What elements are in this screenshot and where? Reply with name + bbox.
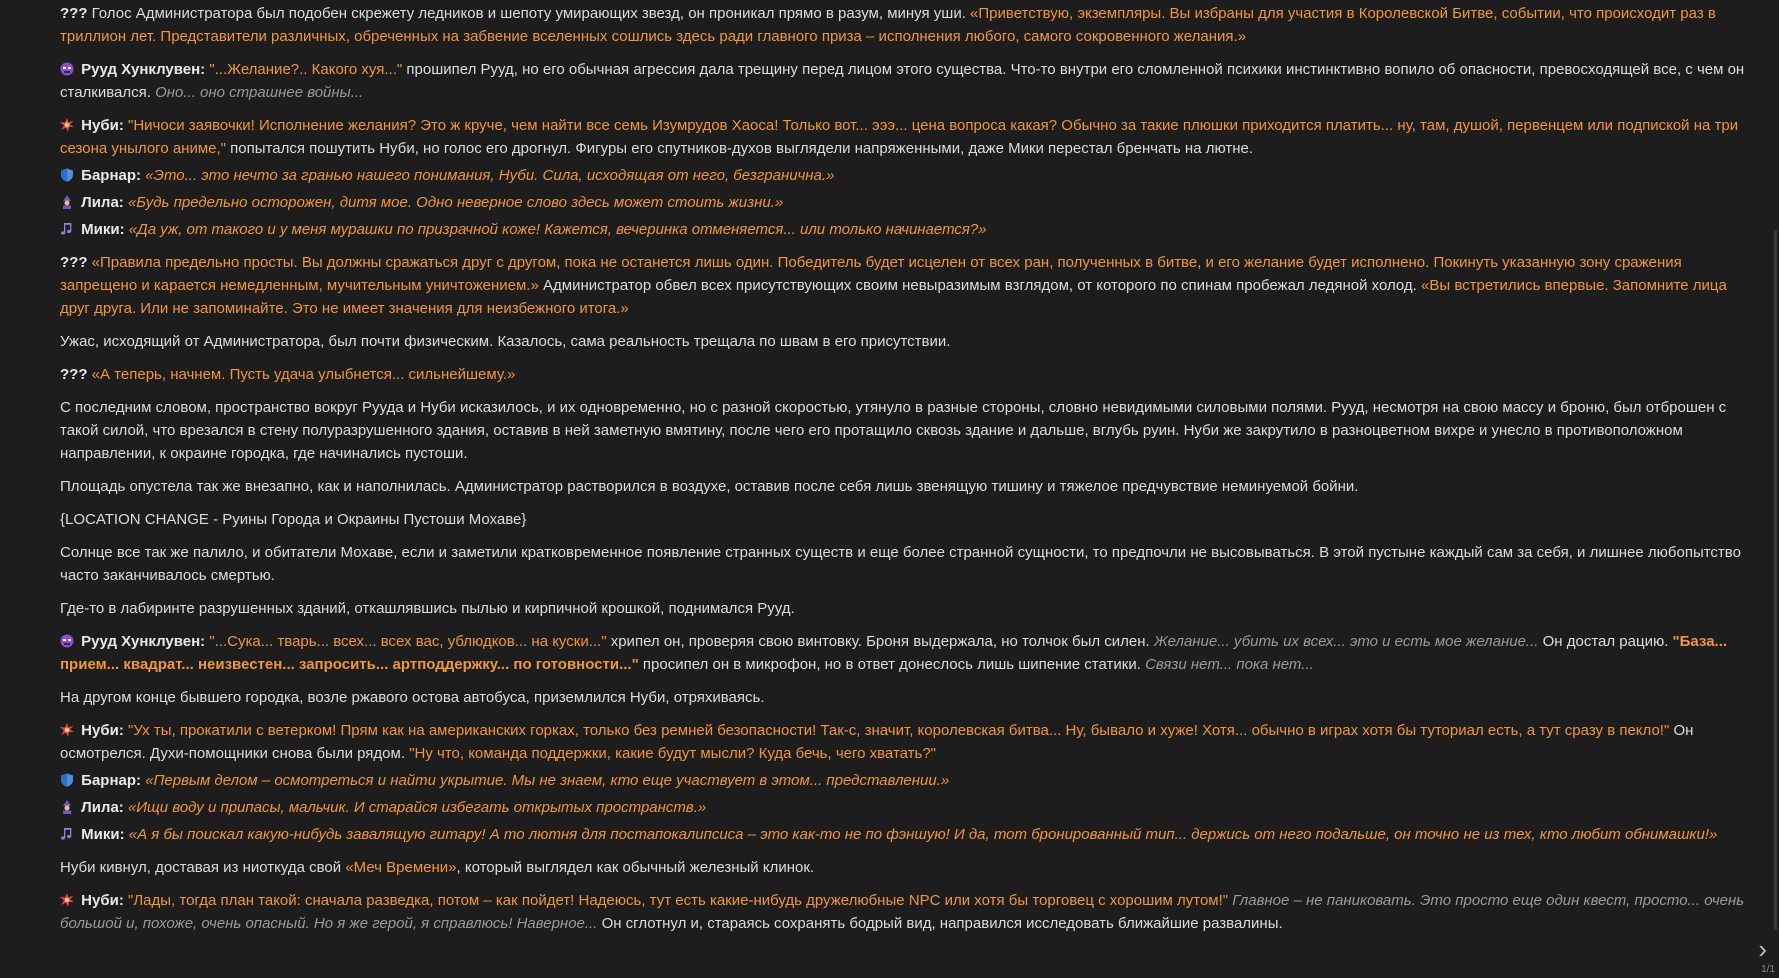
speaker-name: Мики: (81, 826, 125, 843)
music-notes-icon (60, 827, 74, 841)
message-admin (60, 251, 1745, 320)
explosion-icon (60, 893, 74, 907)
speaker-name: Нуби: (81, 117, 124, 134)
speaker-name: Лила: (81, 799, 124, 816)
message-rood (60, 630, 1745, 676)
thought: Оно... оно страшнее войны... (155, 84, 364, 101)
message-lila (60, 796, 1745, 819)
ogre-mask-icon (60, 634, 74, 648)
narration-paragraph: С последним словом, пространство вокруг Рууда и Нуби исказилось, и их одновременно, но с разной скоростью, утянуло в разные стороны, словно невидимыми силовыми полями. Рууд, несмотря на свою массу и броню, был отброшен с такой силой, что врезался в стену полуразрушенного здания, оставив в ней заметную вмятину, после чего его протащило сквозь здание и дальше, вглубь руин. Нуби же закрутило в разноцветном вихре и унесло в противоположном направлении, к окраине городка, где начинались пустоши. (60, 399, 1727, 462)
speaker-name: Барнар: (81, 167, 142, 184)
next-page-chevron-icon[interactable]: › (1758, 934, 1767, 964)
explosion-icon (60, 723, 74, 737)
mage-icon (60, 195, 74, 209)
music-notes-icon (60, 222, 74, 236)
narration: Он осмотрелся. Духи-помощники снова были рядом. (60, 722, 1694, 762)
speaker-name: ??? (60, 366, 88, 383)
mage-icon (60, 800, 74, 814)
dialogue: "Ничоси заявочки! Исполнение желания? Это ж круче, чем найти все семь Изумрудов Хаоса! Только вот... эээ... цена вопроса какая? Обычно за такие плюшки приходится платить... ну, там, душой, первенцем или подпиской на три сезона унылого аниме," (60, 117, 1739, 157)
speaker-name: Нуби: (81, 892, 124, 909)
narration: прошипел Рууд, но его обычная агрессия дала трещину перед лицом этого существа. Что-то внутри его сломленной психики инстинктивно вопило об опасности, превосходящей все, с чем он сталкивался. (60, 61, 1745, 101)
narration-paragraph: Ужас, исходящий от Администратора, был почти физическим. Казалось, сама реальность трещала по швам в его присутствии. (60, 333, 951, 350)
speaker-name: Рууд Хунклувен: (81, 633, 206, 650)
narration: хрипел он, проверяя свою винтовку. Броня выдержала, но толчок был силен. (610, 633, 1150, 650)
message-barnar (60, 769, 1745, 792)
narration: Он достал рацию. (1542, 633, 1669, 650)
narration: Он сглотнул и, стараясь сохранять бодрый вид, направился исследовать ближайшие развалины. (601, 915, 1283, 932)
location-change: {LOCATION CHANGE - Руины Города и Окраины Пустоши Мохаве} (60, 511, 527, 528)
message-rood (60, 58, 1745, 104)
narration: Голос Администратора был подобен скрежету ледников и шепоту умирающих звезд, он проникал прямо в разум, минуя уши. (91, 5, 966, 22)
item-name: «Меч Времени» (345, 859, 457, 876)
dialogue: «Приветствую, экземпляры. Вы избраны для участия в Королевской Битве, событии, что происходит раз в триллион лет. Представители различных, обреченных на забвение вселенных сошлись здесь ради главного приза – исполнения любого, самого сокровенного желания.» (60, 5, 1716, 45)
dialogue: «Это... это нечто за гранью нашего понимания, Нуби. Сила, исходящая от него, безгранична.» (145, 167, 835, 184)
message-lila (60, 191, 1745, 214)
narration-paragraph: На другом конце бывшего городка, возле ржавого остова автобуса, приземлился Нуби, отряхиваясь. (60, 689, 765, 706)
speaker-name: ??? (60, 5, 88, 22)
narration-paragraph (60, 856, 1745, 879)
message-nubi (60, 719, 1745, 765)
thought: Желание... убить их всех... это и есть мое желание... (1153, 633, 1539, 650)
page-counter: 1/1 (1761, 964, 1775, 975)
dialogue: "Ух ты, прокатили с ветерком! Прям как на американских горках, только без ремней безопасности! Так-с, значит, королевская битва... Ну, бывало и хуже! Хотя... обычно в играх хотя бы туториал есть, а тут сразу в пекло!" (128, 722, 1670, 739)
narration: , который выглядел как обычный железный клинок. (456, 859, 815, 876)
speaker-name: Лила: (81, 194, 124, 211)
message-nubi (60, 889, 1745, 935)
dialogue: «Правила предельно просты. Вы должны сражаться друг с другом, пока не останется лишь один. Победитель будет исцелен от всех ран, полученных в битве, и его желание будет исполнено. Покинуть указанную зону сражения запрещено и карается немедленным, мучительным уничтожением.» (60, 254, 1682, 294)
message-miki (60, 823, 1745, 846)
dialogue: «А я бы поискал какую-нибудь завалящую гитару! А то лютня для постапокалипсиса – это как-то не по фэншую! И да, тот бронированный тип... держись от него подальше, он точно не из тех, кто любит обнимашки!» (128, 826, 1718, 843)
speaker-name: Мики: (81, 221, 125, 238)
dialogue: «Первым делом – осмотреться и найти укрытие. Мы не знаем, кто еще участвует в этом... представлении.» (145, 772, 950, 789)
shield-icon (60, 773, 74, 787)
message-admin (60, 2, 1745, 48)
message-barnar (60, 164, 1745, 187)
radio-dialogue: "База... прием... квадрат... неизвестен... запросить... артподдержку... по готовности..." (60, 633, 1728, 673)
speaker-name: Нуби: (81, 722, 124, 739)
speaker-name: Рууд Хунклувен: (81, 61, 206, 78)
narration: Нуби кивнул, доставая из ниоткуда свой (60, 859, 342, 876)
dialogue: "Ну что, команда поддержки, какие будут мысли? Куда бечь, чего хватать?" (409, 745, 937, 762)
dialogue: «Ищи воду и припасы, мальчик. И старайся избегать открытых пространств.» (127, 799, 707, 816)
explosion-icon (60, 118, 74, 132)
shield-icon (60, 168, 74, 182)
message-nubi (60, 114, 1745, 160)
narration: просипел он в микрофон, но в ответ донеслось лишь шипение статики. (642, 656, 1141, 673)
speaker-name: ??? (60, 254, 88, 271)
dialogue: «Будь предельно осторожен, дитя мое. Одно неверное слово здесь может стоить жизни.» (127, 194, 784, 211)
dialogue: "...Сука... тварь... всех... всех вас, ублюдков... на куски..." (209, 633, 607, 650)
ogre-mask-icon (60, 62, 74, 76)
narration-paragraph: Солнце все так же палило, и обитатели Мохаве, если и заметили кратковременное появление странных существ и еще более странной сущности, то предпочли не высовываться. В этой пустыне каждый сам за себя, и лишнее любопытство часто заканчивалось смертью. (60, 544, 1741, 584)
dialogue: «Вы встретились впервые. Запомните лица друг друга. Или не запоминайте. Это не имеет значения для неизбежного итога.» (60, 277, 1727, 317)
message-miki (60, 218, 1745, 241)
narration-paragraph: Площадь опустела так же внезапно, как и наполнилась. Администратор растворился в воздухе, оставив после себя лишь звенящую тишину и тяжелое предчувствие неминуемой бойни. (60, 478, 1359, 495)
speaker-name: Барнар: (81, 772, 142, 789)
narration: Администратор обвел всех присутствующих своим невыразимым взглядом, от которого по спинам пробежал ледяной холод. (543, 277, 1417, 294)
narration-paragraph: Где-то в лабиринте разрушенных зданий, откашлявшись пылью и кирпичной крошкой, поднимался Рууд. (60, 600, 795, 617)
thought: Связи нет... пока нет... (1145, 656, 1314, 673)
chat-log (60, 2, 1745, 945)
dialogue: "Лады, тогда план такой: сначала разведка, потом – как пойдет! Надеюсь, тут есть какие-нибудь дружелюбные NPC или хотя бы торговец с хорошим лутом!" (128, 892, 1229, 909)
dialogue: «Да уж, от такого и у меня мурашки по призрачной коже! Кажется, вечеринка отменяется... или только начинается?» (128, 221, 987, 238)
thought: Главное – не паниковать. Это просто еще один квест, просто... очень большой и, похоже, очень опасный. Но я же герой, я справлюсь! Наверное... (60, 892, 1745, 932)
dialogue: «А теперь, начнем. Пусть удача улыбнется... сильнейшему.» (91, 366, 516, 383)
scrollbar[interactable] (1774, 230, 1777, 930)
dialogue: "...Желание?.. Какого хуя..." (209, 61, 403, 78)
narration: попытался пошутить Нуби, но голос его дрогнул. Фигуры его спутников-духов выглядели напряженными, даже Мики перестал бренчать на лютне. (230, 140, 1254, 157)
message-admin (60, 363, 1745, 386)
